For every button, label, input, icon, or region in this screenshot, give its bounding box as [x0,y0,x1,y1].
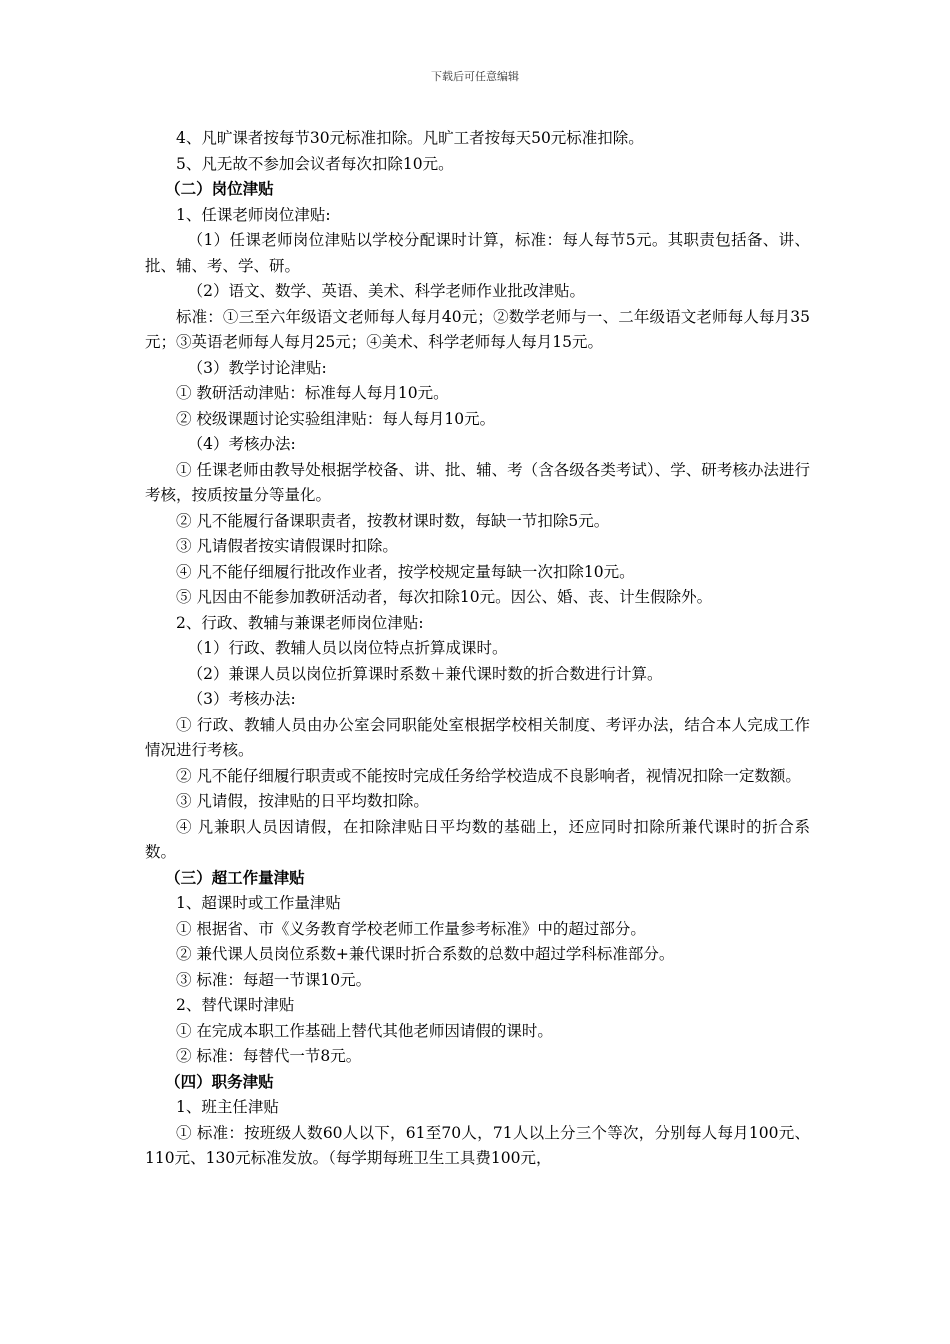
paragraph: ① 根据省、市《义务教育学校老师工作量参考标准》中的超过部分。 [176,919,646,938]
paragraph: ② 标准：每替代一节8元。 [176,1047,362,1065]
paragraph: ④ 凡兼职人员因请假，在扣除津贴日平均数的基础上，还应同时扣除所兼代课时的折合系数。 [145,817,810,861]
paragraph: ① 标准：按班级人数60人以下，61至70人，71人以上分三个等次，分别每人每月100元、110元、130元标准发放。（每学期每班卫生工具费100元， [145,1123,810,1167]
paragraph: 2、行政、教辅与兼课老师岗位津贴: [176,613,424,632]
paragraph: （3）教学讨论津贴: [187,358,327,377]
paragraph: ③ 标准：每超一节课10元。 [176,970,372,989]
paragraph: 标准：①三至六年级语文老师每人每月40元；②数学老师与一、二年级语文老师每人每月35元；③英语老师每人每月25元；④美术、科学老师每人每月15元。 [145,307,810,351]
paragraph: ⑤ 凡因由不能参加教研活动者，每次扣除10元。因公、婚、丧、计生假除外。 [176,588,713,606]
paragraph: （3）考核办法: [187,690,296,708]
paragraph: （4）考核办法: [187,435,296,453]
section-heading: （四）职务津贴 [165,1072,274,1091]
paragraph: ① 行政、教辅人员由办公室会同职能处室根据学校相关制度、考评办法，结合本人完成工作情况进行考核。 [145,715,810,759]
paragraph: 2、替代课时津贴 [176,996,295,1014]
paragraph: ① 教研活动津贴：标准每人每月10元。 [176,384,449,402]
document-body [145,126,810,1172]
page-header: 下载后可任意编辑 [431,70,519,83]
paragraph: ④ 凡不能仔细履行批改作业者，按学校规定量每缺一次扣除10元。 [176,562,635,581]
paragraph: ② 凡不能仔细履行职责或不能按时完成任务给学校造成不良影响者，视情况扣除一定数额。 [176,766,801,785]
section-heading: （三）超工作量津贴 [165,868,305,887]
paragraph: （2）兼课人员以岗位折算课时系数＋兼代课时数的折合数进行计算。 [187,664,663,683]
paragraph: ① 任课老师由教导处根据学校备、讲、批、辅、考（含各级各类考试）、学、研考核办法进行考核，按质按量分等量化。 [145,460,810,504]
paragraph: 1、班主任津贴 [176,1098,279,1116]
paragraph: 1、任课老师岗位津贴: [176,205,331,224]
paragraph: （1）行政、教辅人员以岗位特点折算成课时。 [187,639,508,657]
section-heading: （二）岗位津贴 [165,180,274,198]
paragraph: （1）任课老师岗位津贴以学校分配课时计算，标准：每人每节5元。其职责包括备、讲、批、辅、考、学、研。 [145,231,810,275]
paragraph: ③ 凡请假者按实请假课时扣除。 [176,537,398,555]
paragraph: 5、凡无故不参加会议者每次扣除10元。 [176,154,454,173]
paragraph: ② 凡不能履行备课职责者，按教材课时数，每缺一节扣除5元。 [176,511,610,530]
paragraph: ② 兼代课人员岗位系数+兼代课时折合系数的总数中超过学科标准部分。 [176,945,675,963]
paragraph: （2）语文、数学、英语、美术、科学老师作业批改津贴。 [187,282,585,300]
paragraph: ③ 凡请假，按津贴的日平均数扣除。 [176,792,429,810]
paragraph: 1、超课时或工作量津贴 [176,894,341,912]
paragraph: 4、凡旷课者按每节30元标准扣除。凡旷工者按每天50元标准扣除。 [176,129,644,147]
paragraph: ① 在完成本职工作基础上替代其他老师因请假的课时。 [176,1021,553,1040]
paragraph: ② 校级课题讨论实验组津贴：每人每月10元。 [176,409,496,428]
